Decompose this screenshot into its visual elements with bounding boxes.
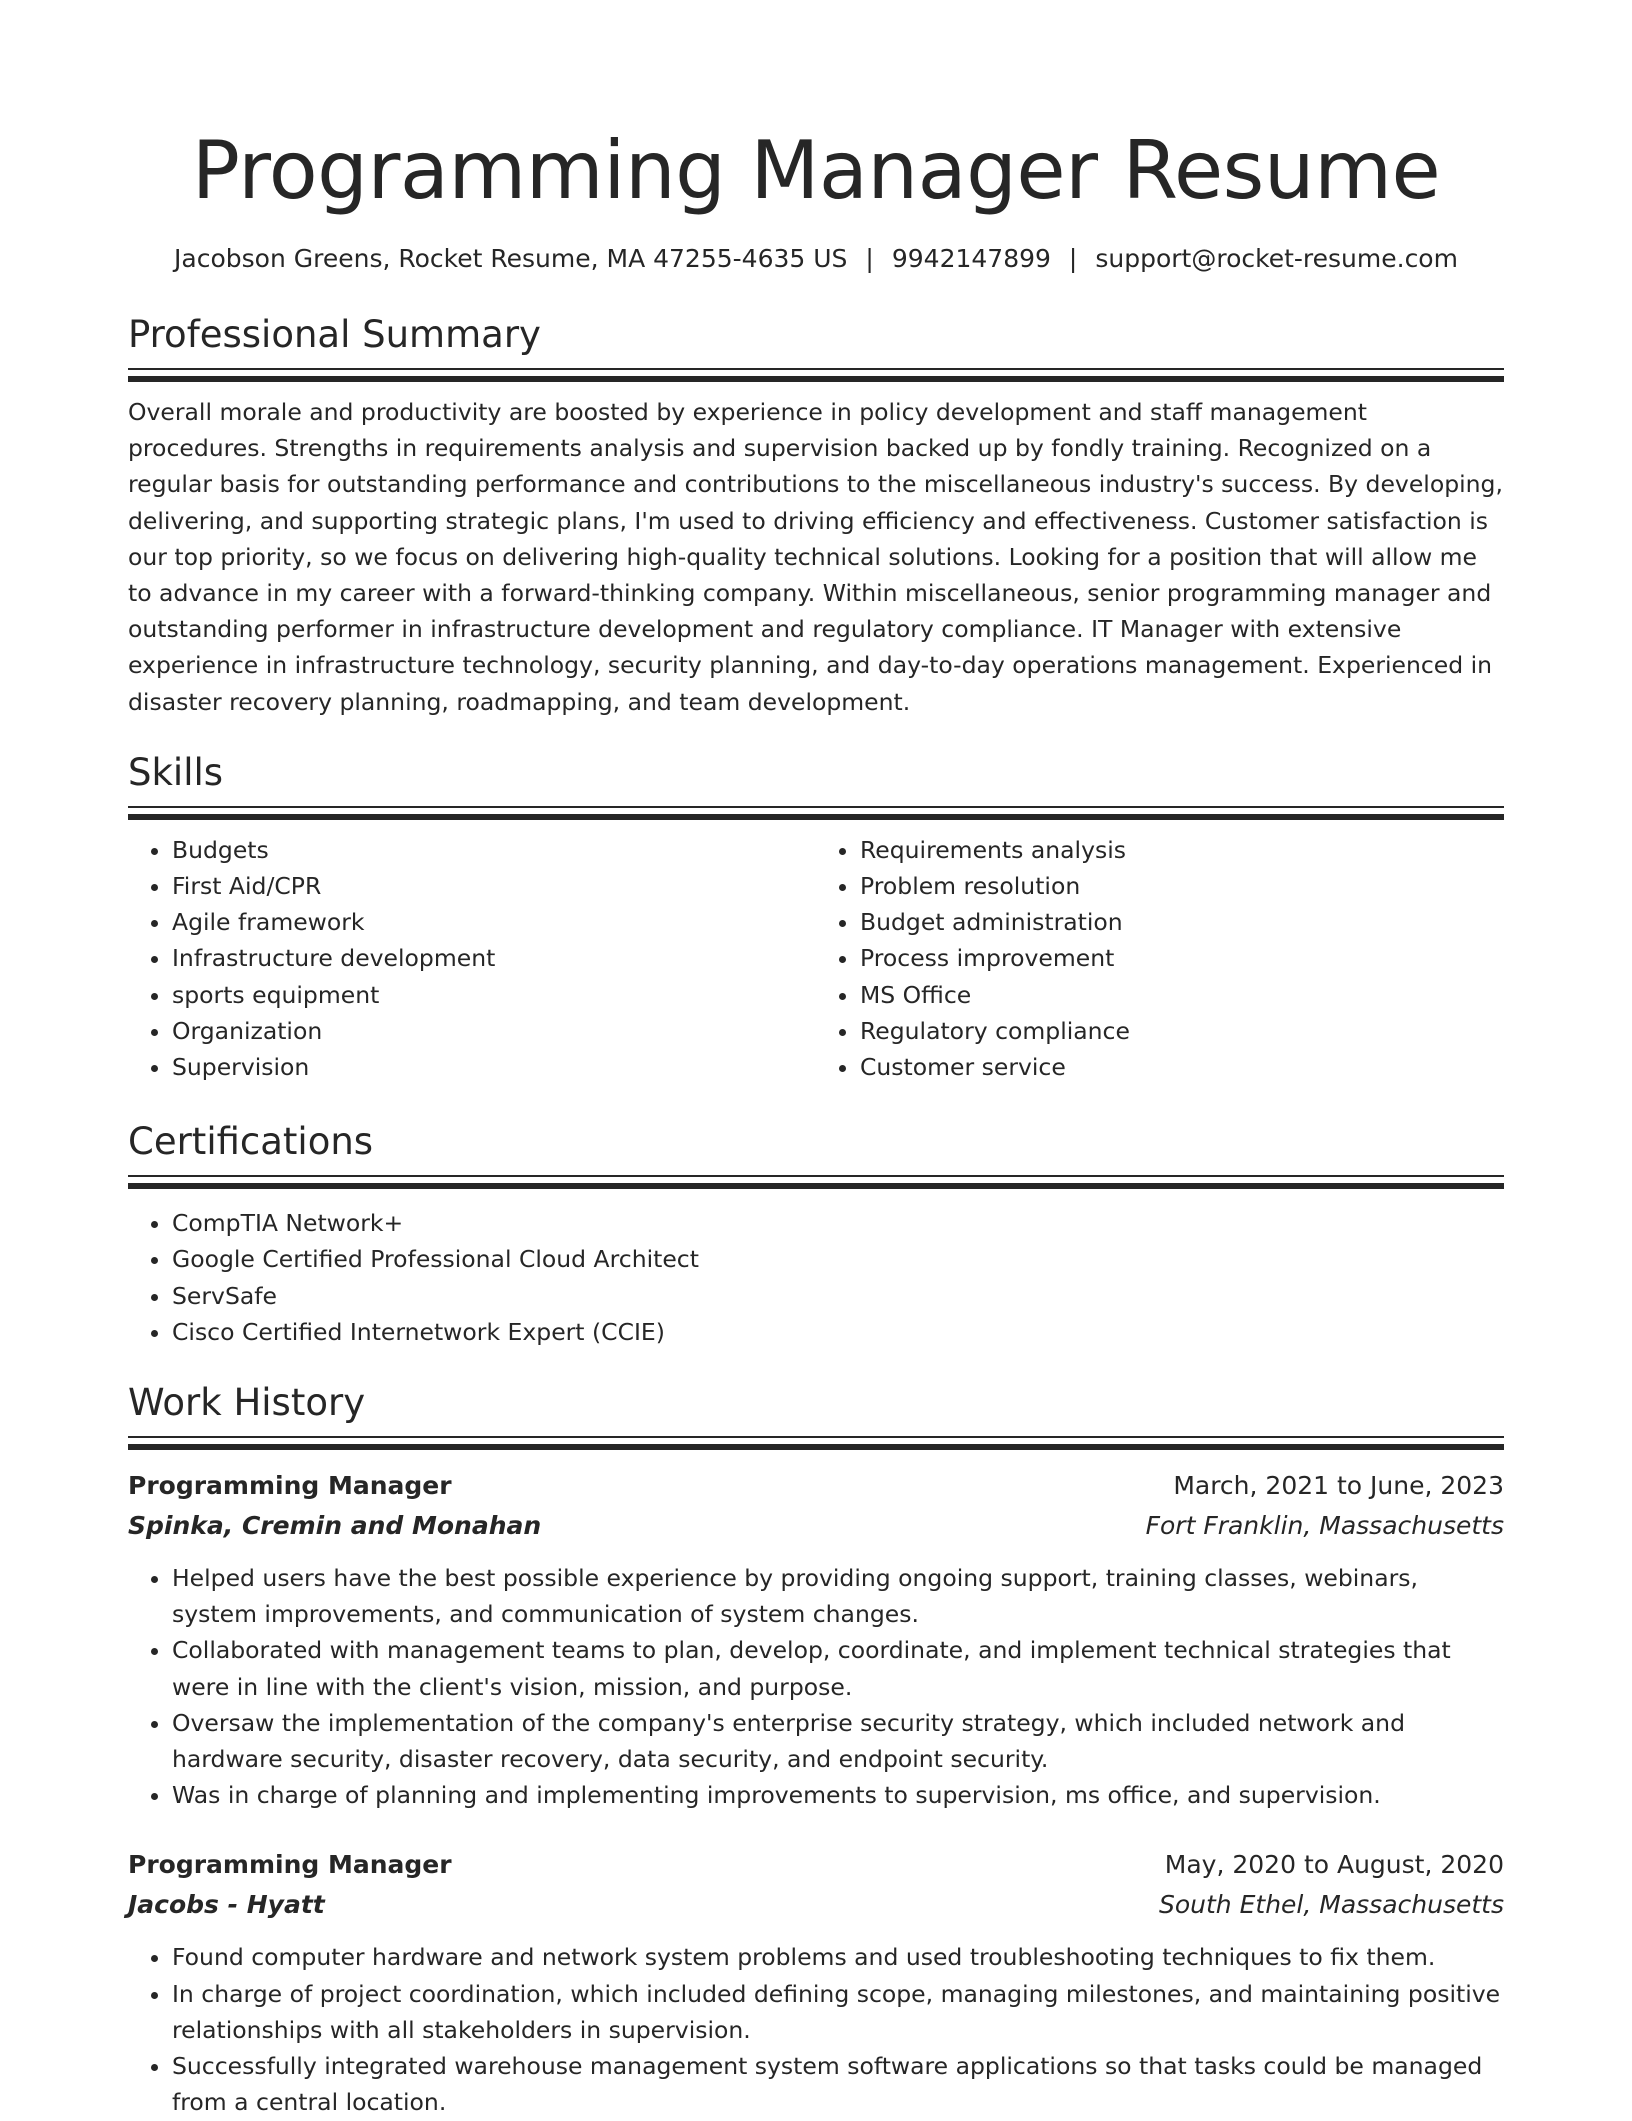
job-company: Spinka, Cremin and Monahan xyxy=(128,1511,542,1541)
skill-item: • Budgets xyxy=(172,832,816,868)
section-divider-thick xyxy=(128,1183,1504,1189)
job-bullet: • In charge of project coordination, which included defining scope, managing milestones, and maintaining positive relationships with all stakeholders in supervision. xyxy=(172,1976,1504,2048)
job-bullet: • Helped users have the best possible experience by providing ongoing support, training classes, webinars, system improvements, and communication of system changes. xyxy=(172,1560,1504,1632)
skill-item: • Agile framework xyxy=(172,904,816,940)
skills-list-right xyxy=(816,832,1504,1085)
section-divider-thin xyxy=(128,806,1504,808)
section-divider-thin xyxy=(128,1175,1504,1177)
job-bullet: • Was in charge of planning and implementing improvements to supervision, ms office, and supervision. xyxy=(172,1777,1504,1813)
work-section xyxy=(128,1380,1504,2120)
job-header-row xyxy=(128,1466,1504,1506)
certifications-heading: Certifications xyxy=(128,1120,374,1164)
section-divider-thin xyxy=(128,1436,1504,1438)
section-divider-thick xyxy=(128,376,1504,382)
job-bullets xyxy=(128,1939,1504,2120)
summary-text: Overall morale and productivity are boosted by experience in policy development and staff management procedures. Strengths in requirements analysis and supervision backed up by fondly training. Recognized on a regular basis for outstanding performance and contributions to the miscellaneous industry's success. By developing, delivering, and supporting strategic plans, I'm used to driving efficiency and effectiveness. Customer satisfaction is our top priority, so we focus on delivering high-quality technical solutions. Looking for a position that will allow me to advance in my career with a forward-thinking company. Within miscellaneous, senior programming manager and outstanding performer in infrastructure development and regulatory compliance. IT Manager with extensive experience in infrastructure technology, security planning, and day-to-day operations management. Experienced in disaster recovery planning, roadmapping, and team development. xyxy=(128,398,1503,716)
certification-item: • ServSafe xyxy=(172,1278,1504,1314)
certification-item: • CompTIA Network+ xyxy=(172,1205,1504,1241)
summary-heading: Professional Summary xyxy=(128,313,541,356)
job-entry xyxy=(128,1466,1504,1813)
contact-separator: | xyxy=(865,244,874,273)
job-entry xyxy=(128,1845,1504,2120)
skill-item: • Regulatory compliance xyxy=(860,1013,1504,1049)
contact-email: support@rocket-resume.com xyxy=(1095,244,1458,273)
page-title: Programming Manager Resume xyxy=(191,124,1441,217)
skill-item: • Customer service xyxy=(860,1049,1504,1085)
resume-page xyxy=(128,0,1504,2121)
skills-section xyxy=(128,750,1504,1085)
skills-heading: Skills xyxy=(128,750,224,794)
section-divider-thin xyxy=(128,368,1504,370)
job-location: South Ethel, Massachusetts xyxy=(1159,1890,1504,1920)
job-bullets xyxy=(128,1560,1504,1813)
skill-item: • sports equipment xyxy=(172,977,816,1013)
job-title: Programming Manager xyxy=(128,1850,452,1880)
job-bullet: • Collaborated with management teams to plan, develop, coordinate, and implement technical strategies that were in line with the client's vision, mission, and purpose. xyxy=(172,1632,1504,1704)
skill-item: • Problem resolution xyxy=(860,868,1504,904)
job-bullet: • Oversaw the implementation of the company's enterprise security strategy, which included network and hardware security, disaster recovery, data security, and endpoint security. xyxy=(172,1705,1504,1777)
contact-line xyxy=(128,242,1504,276)
skill-item: • Infrastructure development xyxy=(172,940,816,976)
job-location: Fort Franklin, Massachusetts xyxy=(1145,1511,1504,1541)
job-company: Jacobs - Hyatt xyxy=(128,1890,325,1920)
certifications-list xyxy=(128,1205,1504,1350)
skill-item: • Organization xyxy=(172,1013,816,1049)
job-company-row xyxy=(128,1506,1504,1546)
skills-columns xyxy=(128,832,1504,1085)
job-company-row xyxy=(128,1885,1504,1925)
skill-item: • Budget administration xyxy=(860,904,1504,940)
skill-item: • Supervision xyxy=(172,1049,816,1085)
job-header-row xyxy=(128,1845,1504,1885)
job-bullet: • Found computer hardware and network system problems and used troubleshooting techniques to fix them. xyxy=(172,1939,1504,1975)
contact-separator: | xyxy=(1068,244,1078,273)
job-dates: March, 2021 to June, 2023 xyxy=(1173,1471,1504,1501)
skill-item: • MS Office xyxy=(860,977,1504,1013)
skill-item: • Process improvement xyxy=(860,940,1504,976)
skill-item: • Requirements analysis xyxy=(860,832,1504,868)
section-divider-thick xyxy=(128,1444,1504,1450)
skills-list-left xyxy=(128,832,816,1085)
certifications-section xyxy=(128,1119,1504,1350)
certification-item: • Cisco Certified Internetwork Expert (CCIE) xyxy=(172,1314,1504,1350)
work-heading: Work History xyxy=(128,1381,366,1425)
certification-item: • Google Certified Professional Cloud Architect xyxy=(172,1241,1504,1277)
section-divider-thick xyxy=(128,814,1504,820)
summary-section xyxy=(128,312,1504,720)
job-bullet: • Successfully integrated warehouse management system software applications so that tasks could be managed from a central location. xyxy=(172,2048,1504,2120)
skill-item: • First Aid/CPR xyxy=(172,868,816,904)
contact-address: Jacobson Greens, Rocket Resume, MA 47255-4635 US xyxy=(174,244,848,273)
job-dates: May, 2020 to August, 2020 xyxy=(1164,1850,1504,1880)
job-title: Programming Manager xyxy=(128,1471,452,1501)
contact-phone: 9942147899 xyxy=(891,244,1051,273)
